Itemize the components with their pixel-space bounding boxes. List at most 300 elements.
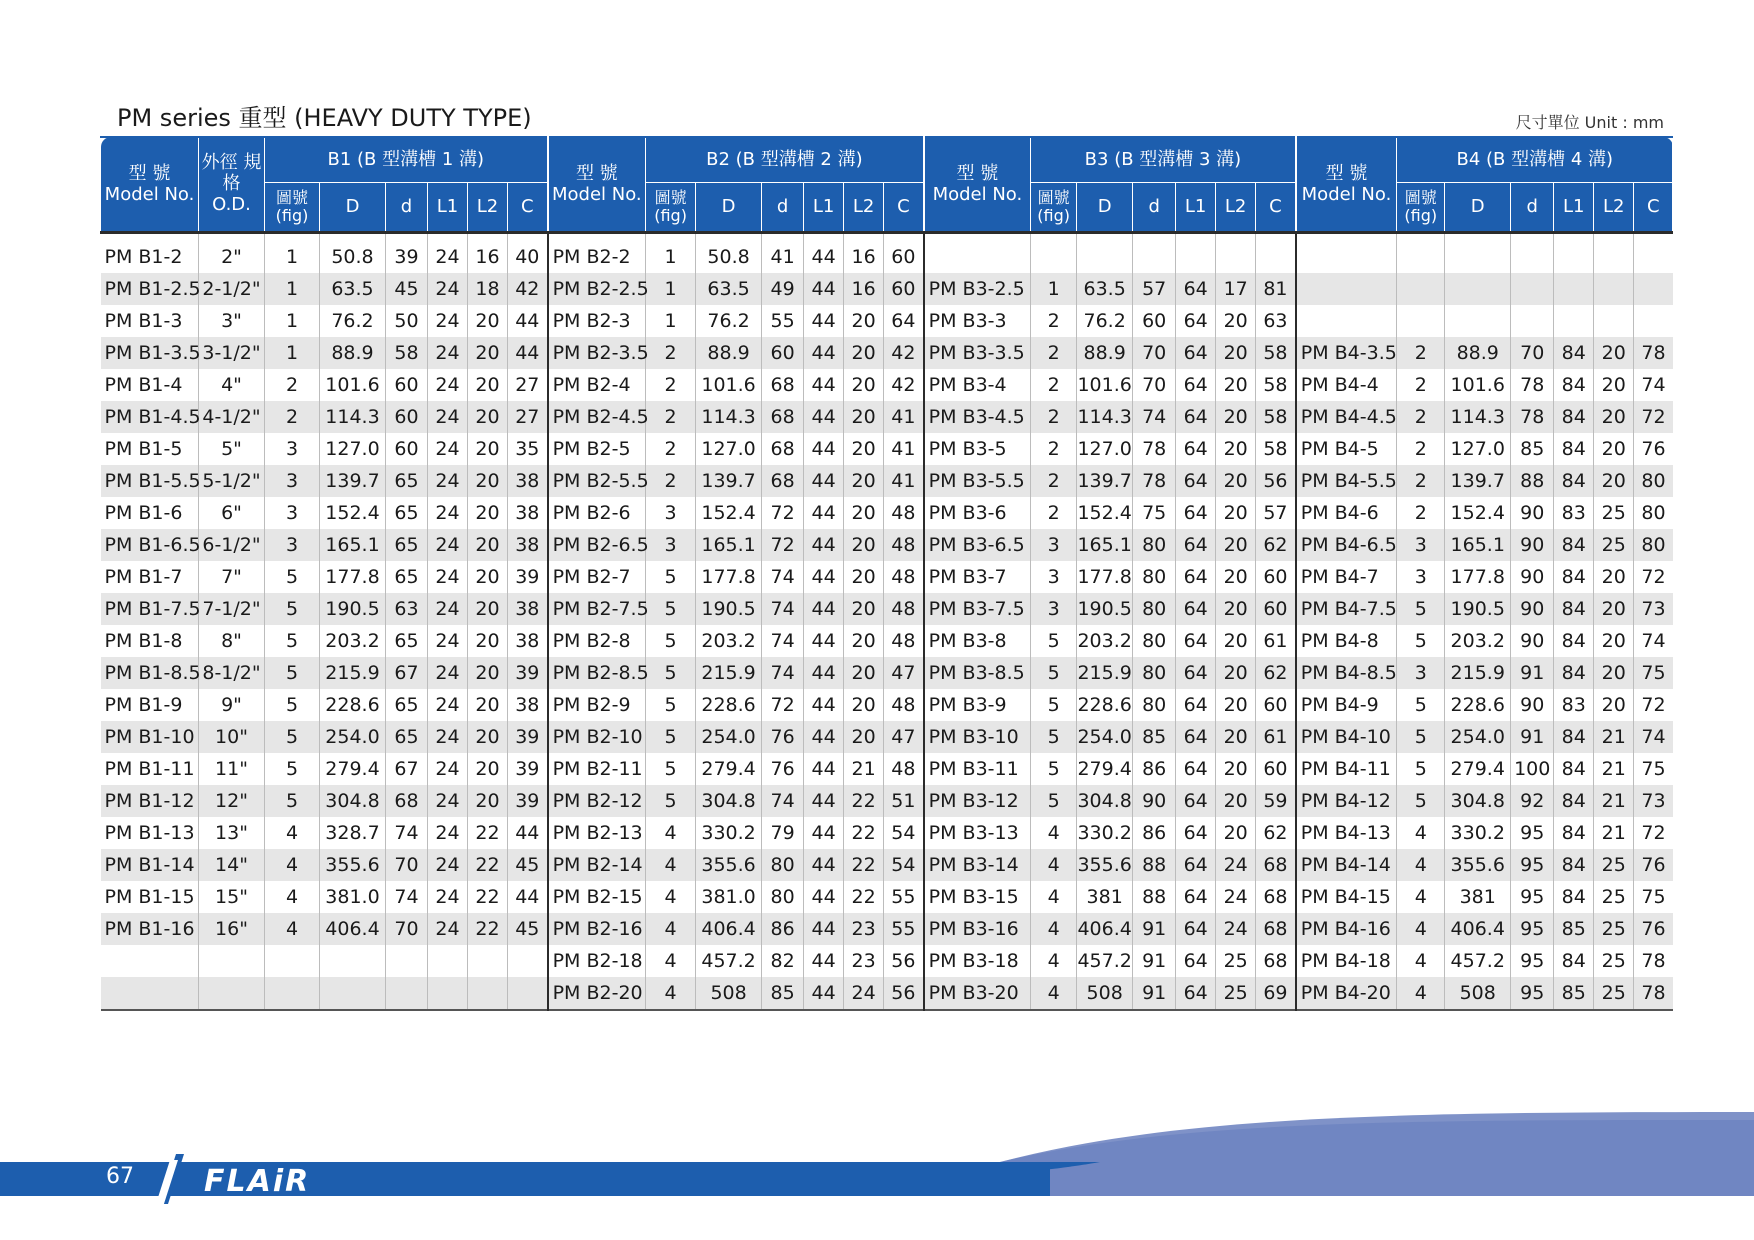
value-cell: 139.7 bbox=[1445, 465, 1511, 497]
model-cell: PM B3-20 bbox=[924, 977, 1031, 1010]
value-cell: 25 bbox=[1594, 881, 1634, 913]
table-body bbox=[101, 233, 1673, 1011]
value-cell: 95 bbox=[1511, 977, 1554, 1010]
value-cell: 60 bbox=[1133, 305, 1176, 337]
value-cell: 4 bbox=[1031, 849, 1077, 881]
value-cell: 24 bbox=[428, 753, 468, 785]
model-cell: PM B1-11 bbox=[104, 758, 195, 780]
value-cell: 64 bbox=[1176, 337, 1216, 369]
model-cell: PM B1-3.5 bbox=[101, 337, 199, 369]
model-cell: PM B4-5.5 bbox=[1296, 465, 1397, 497]
value-cell: 72 bbox=[762, 529, 804, 561]
value-cell bbox=[1077, 233, 1133, 274]
value-cell bbox=[1634, 273, 1673, 305]
model-cell: PM B3-5 bbox=[924, 433, 1031, 465]
value-cell: 304.8 bbox=[1077, 785, 1133, 817]
value-cell: 44 bbox=[804, 785, 844, 817]
value-cell: 24 bbox=[428, 337, 468, 369]
value-cell: 64 bbox=[1176, 529, 1216, 561]
value-cell bbox=[1511, 273, 1554, 305]
value-cell: 84 bbox=[1554, 657, 1594, 689]
value-cell: 355.6 bbox=[696, 849, 762, 881]
value-cell: 69 bbox=[1256, 977, 1296, 1010]
model-cell: PM B3-18 bbox=[924, 945, 1031, 977]
model-cell: PM B4-3.5 bbox=[1296, 337, 1397, 369]
model-cell: PM B2-8 bbox=[548, 625, 646, 657]
value-cell: 80 bbox=[1133, 657, 1176, 689]
value-cell: 3" bbox=[199, 305, 265, 337]
value-cell: 40 bbox=[508, 233, 548, 274]
header-l2-b2: L2 bbox=[844, 183, 884, 233]
model-cell: PM B4-16 bbox=[1296, 913, 1397, 945]
value-cell: 21 bbox=[1594, 817, 1634, 849]
model-cell: PM B4-6 bbox=[1296, 497, 1397, 529]
header-l2-b4: L2 bbox=[1594, 183, 1634, 233]
value-cell bbox=[468, 977, 508, 1010]
value-cell: 406.4 bbox=[320, 913, 386, 945]
value-cell: 10" bbox=[199, 721, 265, 753]
value-cell: 20 bbox=[844, 497, 884, 529]
model-cell: PM B4-7 bbox=[1296, 561, 1397, 593]
table-row bbox=[101, 977, 1673, 1010]
model-cell: PM B1-15 bbox=[104, 886, 195, 908]
value-cell: 177.8 bbox=[320, 561, 386, 593]
header-c-b3: C bbox=[1256, 183, 1296, 233]
value-cell: 60 bbox=[884, 233, 924, 274]
model-cell: PM B1-4.5 bbox=[101, 401, 199, 433]
value-cell: 20 bbox=[1216, 465, 1256, 497]
value-cell: 228.6 bbox=[1077, 689, 1133, 721]
value-cell: 406.4 bbox=[696, 913, 762, 945]
value-cell: 457.2 bbox=[1077, 945, 1133, 977]
value-cell: 42 bbox=[884, 337, 924, 369]
value-cell: 5 bbox=[1031, 689, 1077, 721]
value-cell: 70 bbox=[1133, 369, 1176, 401]
model-cell: PM B2-5.5 bbox=[548, 465, 646, 497]
model-cell: PM B2-14 bbox=[548, 849, 646, 881]
model-cell: PM B1-8 bbox=[104, 630, 183, 652]
value-cell: 20 bbox=[468, 369, 508, 401]
value-cell: 2 bbox=[646, 433, 696, 465]
value-cell: 64 bbox=[1176, 369, 1216, 401]
value-cell: 88 bbox=[1511, 465, 1554, 497]
header-l1-b2: L1 bbox=[804, 183, 844, 233]
value-cell: 279.4 bbox=[1077, 753, 1133, 785]
value-cell: 20 bbox=[1594, 657, 1634, 689]
value-cell: 22 bbox=[468, 913, 508, 945]
value-cell: 86 bbox=[762, 913, 804, 945]
model-cell: PM B3-6.5 bbox=[924, 529, 1031, 561]
value-cell: 44 bbox=[804, 689, 844, 721]
value-cell bbox=[1511, 233, 1554, 274]
value-cell: 20 bbox=[1216, 529, 1256, 561]
value-cell: 90 bbox=[1511, 593, 1554, 625]
value-cell: 1 bbox=[265, 273, 320, 305]
header-group-b4: B4 (B 型溝槽 4 溝) bbox=[1397, 137, 1673, 183]
value-cell: 76 bbox=[762, 753, 804, 785]
value-cell bbox=[1031, 233, 1077, 274]
value-cell: 20 bbox=[844, 625, 884, 657]
value-cell bbox=[1554, 273, 1594, 305]
value-cell: 139.7 bbox=[1077, 465, 1133, 497]
value-cell: 41 bbox=[884, 401, 924, 433]
value-cell: 83 bbox=[1554, 497, 1594, 529]
model-cell: PM B2-20 bbox=[548, 977, 646, 1010]
value-cell bbox=[1133, 233, 1176, 274]
value-cell: 20 bbox=[1216, 433, 1256, 465]
value-cell: 114.3 bbox=[696, 401, 762, 433]
value-cell: 20 bbox=[1216, 369, 1256, 401]
table-row bbox=[101, 529, 1673, 561]
value-cell: 50 bbox=[386, 305, 428, 337]
model-cell: PM B3-11 bbox=[924, 753, 1031, 785]
value-cell: 60 bbox=[386, 401, 428, 433]
value-cell: 5 bbox=[1397, 753, 1445, 785]
value-cell: 44 bbox=[804, 465, 844, 497]
value-cell: 88.9 bbox=[696, 337, 762, 369]
value-cell: 75 bbox=[1634, 881, 1673, 913]
value-cell: 91 bbox=[1511, 657, 1554, 689]
value-cell: 330.2 bbox=[1077, 817, 1133, 849]
value-cell: 61 bbox=[1256, 625, 1296, 657]
value-cell: 20 bbox=[468, 593, 508, 625]
value-cell: 127.0 bbox=[320, 433, 386, 465]
value-cell bbox=[1256, 233, 1296, 274]
value-cell: 355.6 bbox=[1077, 849, 1133, 881]
header-l2-b1: L2 bbox=[468, 183, 508, 233]
value-cell: 304.8 bbox=[320, 785, 386, 817]
value-cell: 58 bbox=[1256, 337, 1296, 369]
header-l1-b3: L1 bbox=[1176, 183, 1216, 233]
value-cell: 63 bbox=[1256, 305, 1296, 337]
spec-table bbox=[100, 136, 1673, 1011]
value-cell: 64 bbox=[1176, 881, 1216, 913]
table-row bbox=[101, 849, 1673, 881]
value-cell: 82 bbox=[762, 945, 804, 977]
value-cell: 1 bbox=[646, 305, 696, 337]
value-cell: 41 bbox=[884, 465, 924, 497]
value-cell: 84 bbox=[1554, 561, 1594, 593]
value-cell: 90 bbox=[1511, 689, 1554, 721]
model-cell: PM B4-10 bbox=[1296, 721, 1397, 753]
value-cell: 58 bbox=[386, 337, 428, 369]
value-cell: 3 bbox=[265, 465, 320, 497]
value-cell: 84 bbox=[1554, 945, 1594, 977]
value-cell bbox=[386, 945, 428, 977]
value-cell: 84 bbox=[1554, 785, 1594, 817]
value-cell: 14" bbox=[199, 849, 265, 881]
value-cell bbox=[1445, 233, 1511, 274]
header-d-b2: D bbox=[696, 183, 762, 233]
value-cell: 88.9 bbox=[320, 337, 386, 369]
value-cell: 20 bbox=[468, 497, 508, 529]
value-cell: 22 bbox=[468, 817, 508, 849]
value-cell bbox=[1554, 233, 1594, 274]
value-cell: 58 bbox=[1256, 433, 1296, 465]
value-cell: 20 bbox=[1216, 753, 1256, 785]
value-cell: 2 bbox=[646, 369, 696, 401]
value-cell: 60 bbox=[1256, 593, 1296, 625]
value-cell: 13" bbox=[199, 817, 265, 849]
value-cell: 76 bbox=[1634, 913, 1673, 945]
value-cell: 101.6 bbox=[1077, 369, 1133, 401]
table-row bbox=[101, 273, 1673, 305]
value-cell: 3 bbox=[1397, 657, 1445, 689]
value-cell: 20 bbox=[1594, 689, 1634, 721]
value-cell: 84 bbox=[1554, 529, 1594, 561]
model-cell: PM B4-7.5 bbox=[1296, 593, 1397, 625]
value-cell: 5 bbox=[265, 721, 320, 753]
value-cell: 24 bbox=[428, 721, 468, 753]
model-cell: PM B4-8 bbox=[1296, 625, 1397, 657]
model-cell: PM B3-8 bbox=[924, 625, 1031, 657]
value-cell: 228.6 bbox=[1445, 689, 1511, 721]
value-cell: 80 bbox=[1634, 529, 1673, 561]
value-cell: 24 bbox=[428, 625, 468, 657]
value-cell: 20 bbox=[844, 465, 884, 497]
value-cell: 165.1 bbox=[320, 529, 386, 561]
value-cell: 44 bbox=[804, 561, 844, 593]
header-l2-b3: L2 bbox=[1216, 183, 1256, 233]
table-row bbox=[101, 689, 1673, 721]
value-cell: 50.8 bbox=[320, 233, 386, 274]
value-cell: 254.0 bbox=[696, 721, 762, 753]
value-cell: 24 bbox=[428, 497, 468, 529]
value-cell: 84 bbox=[1554, 817, 1594, 849]
value-cell: 165.1 bbox=[1077, 529, 1133, 561]
model-cell: PM B4-8.5 bbox=[1296, 657, 1397, 689]
value-cell: 42 bbox=[508, 273, 548, 305]
model-cell: PM B2-2.5 bbox=[548, 273, 646, 305]
model-cell: PM B2-4 bbox=[548, 369, 646, 401]
value-cell: 381.0 bbox=[320, 881, 386, 913]
value-cell: 3 bbox=[1397, 561, 1445, 593]
value-cell: 74 bbox=[386, 881, 428, 913]
value-cell: 24 bbox=[428, 849, 468, 881]
value-cell: 203.2 bbox=[696, 625, 762, 657]
value-cell: 20 bbox=[468, 401, 508, 433]
value-cell: 190.5 bbox=[696, 593, 762, 625]
value-cell: 4 bbox=[1397, 849, 1445, 881]
value-cell: 2-1/2" bbox=[199, 273, 265, 305]
value-cell: 12" bbox=[199, 785, 265, 817]
value-cell: 80 bbox=[1133, 625, 1176, 657]
value-cell: 80 bbox=[1634, 465, 1673, 497]
value-cell: 41 bbox=[884, 433, 924, 465]
value-cell: 78 bbox=[1634, 945, 1673, 977]
value-cell: 84 bbox=[1554, 465, 1594, 497]
value-cell: 3 bbox=[1031, 529, 1077, 561]
value-cell bbox=[508, 945, 548, 977]
value-cell bbox=[1216, 233, 1256, 274]
value-cell: 279.4 bbox=[696, 753, 762, 785]
value-cell: 20 bbox=[1216, 785, 1256, 817]
value-cell: 114.3 bbox=[320, 401, 386, 433]
value-cell: 70 bbox=[386, 913, 428, 945]
value-cell: 4 bbox=[646, 977, 696, 1010]
value-cell: 51 bbox=[884, 785, 924, 817]
model-cell: PM B1-14 bbox=[101, 849, 199, 881]
value-cell: 20 bbox=[468, 465, 508, 497]
value-cell: 44 bbox=[804, 529, 844, 561]
model-cell: PM B1-16 bbox=[101, 913, 199, 945]
value-cell: 228.6 bbox=[696, 689, 762, 721]
value-cell bbox=[508, 977, 548, 1010]
value-cell: 59 bbox=[1256, 785, 1296, 817]
subheader-row bbox=[101, 183, 1673, 233]
value-cell: 65 bbox=[386, 689, 428, 721]
value-cell: 88 bbox=[1133, 849, 1176, 881]
value-cell: 20 bbox=[844, 593, 884, 625]
value-cell: 5-1/2" bbox=[199, 465, 265, 497]
value-cell bbox=[320, 945, 386, 977]
table-row bbox=[101, 817, 1673, 849]
value-cell: 44 bbox=[508, 817, 548, 849]
model-cell: PM B4-15 bbox=[1296, 881, 1397, 913]
value-cell: 78 bbox=[1634, 337, 1673, 369]
value-cell: 4 bbox=[1031, 881, 1077, 913]
value-cell: 84 bbox=[1554, 433, 1594, 465]
value-cell: 5 bbox=[646, 785, 696, 817]
value-cell: 20 bbox=[468, 337, 508, 369]
value-cell: 20 bbox=[844, 401, 884, 433]
table-row bbox=[101, 593, 1673, 625]
model-cell: PM B1-12 bbox=[101, 785, 199, 817]
value-cell: 55 bbox=[884, 913, 924, 945]
value-cell: 4 bbox=[646, 881, 696, 913]
value-cell: 64 bbox=[1176, 817, 1216, 849]
value-cell: 39 bbox=[508, 753, 548, 785]
value-cell: 68 bbox=[1256, 913, 1296, 945]
value-cell: 56 bbox=[884, 945, 924, 977]
model-cell bbox=[1296, 233, 1397, 274]
value-cell bbox=[1594, 305, 1634, 337]
value-cell: 74 bbox=[762, 561, 804, 593]
value-cell: 72 bbox=[1634, 689, 1673, 721]
value-cell: 215.9 bbox=[1445, 657, 1511, 689]
value-cell: 64 bbox=[1176, 849, 1216, 881]
value-cell: 20 bbox=[468, 657, 508, 689]
value-cell: 215.9 bbox=[320, 657, 386, 689]
value-cell bbox=[320, 977, 386, 1010]
value-cell: 65 bbox=[386, 561, 428, 593]
header-c-b4: C bbox=[1634, 183, 1673, 233]
value-cell: 38 bbox=[508, 593, 548, 625]
model-cell: PM B3-9 bbox=[924, 689, 1031, 721]
value-cell: 20 bbox=[1216, 561, 1256, 593]
value-cell: 11" bbox=[199, 753, 265, 785]
value-cell: 4 bbox=[1031, 945, 1077, 977]
value-cell: 25 bbox=[1594, 529, 1634, 561]
value-cell: 215.9 bbox=[1077, 657, 1133, 689]
header-c-b1: C bbox=[508, 183, 548, 233]
value-cell: 35 bbox=[508, 433, 548, 465]
value-cell: 16" bbox=[199, 913, 265, 945]
model-cell: PM B4-18 bbox=[1296, 945, 1397, 977]
value-cell: 44 bbox=[804, 369, 844, 401]
table-row bbox=[101, 721, 1673, 753]
table-header bbox=[101, 137, 1673, 233]
value-cell: 177.8 bbox=[1077, 561, 1133, 593]
value-cell: 5 bbox=[1031, 657, 1077, 689]
value-cell: 84 bbox=[1554, 369, 1594, 401]
value-cell: 20 bbox=[844, 689, 884, 721]
model-cell bbox=[924, 233, 1031, 274]
value-cell: 63.5 bbox=[1077, 273, 1133, 305]
value-cell: 91 bbox=[1511, 721, 1554, 753]
value-cell: 4 bbox=[265, 849, 320, 881]
value-cell: 4 bbox=[1397, 945, 1445, 977]
value-cell: 58 bbox=[1256, 369, 1296, 401]
value-cell bbox=[1594, 273, 1634, 305]
value-cell: 16 bbox=[844, 273, 884, 305]
value-cell: 74 bbox=[1634, 625, 1673, 657]
value-cell: 20 bbox=[1216, 689, 1256, 721]
value-cell: 64 bbox=[1176, 913, 1216, 945]
value-cell: 55 bbox=[884, 881, 924, 913]
value-cell: 1 bbox=[646, 273, 696, 305]
value-cell: 254.0 bbox=[1445, 721, 1511, 753]
header-model-b2: 型 號 Model No. bbox=[548, 137, 646, 233]
value-cell: 80 bbox=[1634, 497, 1673, 529]
table-row bbox=[101, 305, 1673, 337]
value-cell: 8" bbox=[199, 625, 265, 657]
value-cell: 25 bbox=[1594, 497, 1634, 529]
value-cell: 355.6 bbox=[320, 849, 386, 881]
value-cell: 44 bbox=[804, 913, 844, 945]
model-cell: PM B3-3 bbox=[924, 305, 1031, 337]
value-cell: 4 bbox=[1397, 817, 1445, 849]
value-cell: 24 bbox=[1216, 849, 1256, 881]
table-row bbox=[101, 433, 1673, 465]
value-cell: 101.6 bbox=[1445, 369, 1511, 401]
value-cell: 508 bbox=[1445, 977, 1511, 1010]
model-cell: PM B2-10 bbox=[548, 721, 646, 753]
value-cell: 4 bbox=[646, 913, 696, 945]
value-cell: 24 bbox=[428, 401, 468, 433]
value-cell: 75 bbox=[1133, 497, 1176, 529]
value-cell: 23 bbox=[844, 913, 884, 945]
value-cell: 44 bbox=[508, 881, 548, 913]
value-cell: 20 bbox=[468, 689, 508, 721]
value-cell: 61 bbox=[1256, 721, 1296, 753]
value-cell: 20 bbox=[1594, 593, 1634, 625]
model-cell: PM B4-9 bbox=[1296, 689, 1397, 721]
value-cell: 64 bbox=[1176, 273, 1216, 305]
value-cell: 139.7 bbox=[320, 465, 386, 497]
value-cell: 152.4 bbox=[696, 497, 762, 529]
value-cell: 68 bbox=[1256, 849, 1296, 881]
value-cell: 45 bbox=[508, 849, 548, 881]
model-cell: PM B2-11 bbox=[548, 753, 646, 785]
value-cell: 4 bbox=[1397, 881, 1445, 913]
value-cell: 2 bbox=[646, 401, 696, 433]
value-cell: 2 bbox=[1031, 369, 1077, 401]
value-cell: 44 bbox=[804, 657, 844, 689]
value-cell: 1 bbox=[265, 233, 320, 274]
value-cell: 20 bbox=[844, 529, 884, 561]
value-cell: 44 bbox=[804, 753, 844, 785]
header-c-b2: C bbox=[884, 183, 924, 233]
value-cell: 85 bbox=[1133, 721, 1176, 753]
value-cell: 48 bbox=[884, 593, 924, 625]
value-cell: 127.0 bbox=[1445, 433, 1511, 465]
value-cell: 44 bbox=[804, 625, 844, 657]
value-cell: 55 bbox=[762, 305, 804, 337]
value-cell: 7-1/2" bbox=[199, 593, 265, 625]
value-cell: 44 bbox=[804, 881, 844, 913]
model-cell: PM B2-2 bbox=[548, 233, 646, 274]
